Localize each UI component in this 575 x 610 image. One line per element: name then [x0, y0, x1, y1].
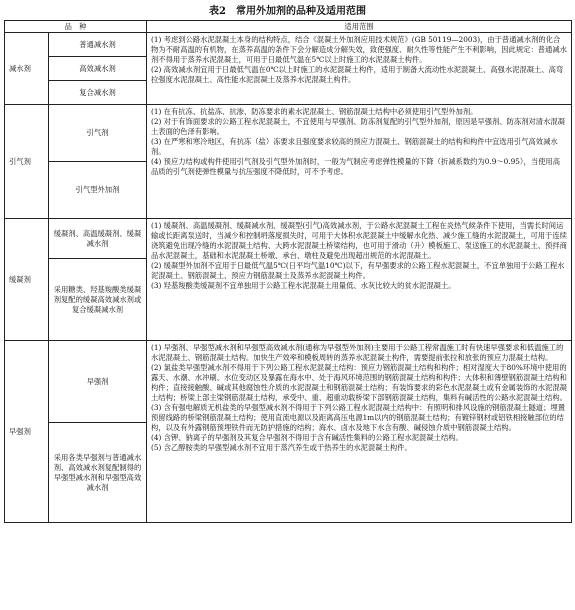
category-water-reducer: 减水剂	[5, 33, 49, 105]
scope-item: (4) 含钾、钠离子的早强剂及其复合早强剂不得用于含有碱活性集料的公路工程水泥混凝土结构。	[151, 433, 463, 442]
subtype-early-strength-agent: 早强剂	[49, 341, 147, 423]
scope-item: (3) 含有强电解质无机盐类的早强型减水剂不得用于下列公路工程水泥混凝土结构中：有照明和排风设施的钢筋混凝土隧道；埋置预留线路的桥梁钢筋混凝土结构；使用直流电源以及距离高压电源1m以内的钢筋混凝土结构；有镀锌钢材或铝铁相接触部位的结构，以及有外露钢筋预埋铁件而无防护措施的结构；海水、卤水及地下水含有酸、碱侵蚀介质中钢筋混凝土结构。	[151, 403, 565, 432]
scope-item: (5) 含乙醇胺类的早强型减水剂不宜用于蒸汽养生或干热养生的水泥混凝土构件。	[151, 443, 412, 452]
subtype-retarder: 缓凝剂、高温缓凝剂、缓凝减水剂	[49, 219, 147, 259]
scope-item: (2) 氯盐类早强型减水剂不得用于下列公路工程水泥混凝土结构：预应力钢筋混凝土结构和构件；相对湿度大于80%环境中使用的露天、水潮、水冲刷、水位变动区及暴露在海水中、处于海风环境范围的钢筋混凝土结构和构件；大体积和薄壁钢筋混凝土结构和构件；直接接触酸、碱或其他腐蚀性介质的水泥混凝土和钢筋混凝土结构；有装饰要求的彩色水泥混凝土或有金属装饰的水泥混凝土结构；桥梁上部主梁钢筋混凝土结构，承受中、重、超重动载桥梁下部钢筋混凝土结构，集料有碱活性的公路水泥混凝土结构。	[151, 363, 567, 402]
subtype-air-entraining-agent: 引气剂	[49, 105, 147, 162]
category-retarder: 缓凝剂	[5, 219, 49, 341]
scope-water-reducer	[147, 33, 572, 105]
category-air-entraining: 引气剂	[5, 105, 49, 219]
scope-early-strength	[147, 341, 572, 523]
scope-item: (2) 高效减水剂宜用于日最低气温在0℃以上时施工的水泥混凝土构件，适用于制备大流动性水泥混凝土、高强水泥混凝土、高弯拉强度水泥混凝土、高性能水泥混凝土及蒸养水泥混凝土构件。	[151, 65, 564, 84]
scope-item: (2) 缓凝型外加剂不宜用于日最低气温5℃(日平均气温10℃)以下，有早强要求的公路工程水泥混凝土，不宜单独用于公路工程水泥混凝土、钢筋混凝土、预应力钢筋混凝土及蒸养水泥混凝土构件。	[151, 261, 565, 280]
header-scope: 适用范围	[147, 21, 572, 33]
scope-retarder	[147, 219, 572, 341]
scope-air-entraining	[147, 105, 572, 219]
scope-item: (3) 在严寒和寒冷地区，有抗冻（盐）冻要求且强度要求较高的预应力混凝土、钢筋混凝土的结构和构件中宜选用引气高效减水剂。	[151, 137, 558, 156]
admixture-table	[4, 20, 572, 523]
subtype-high-range-water-reducer: 高效减水剂	[49, 57, 147, 81]
subtype-compound-water-reducer: 复合减水剂	[49, 81, 147, 105]
subtype-air-entraining-admixture: 引气型外加剂	[49, 162, 147, 219]
subtype-ordinary-water-reducer: 普通减水剂	[49, 33, 147, 57]
header-kind: 品 种	[5, 21, 147, 33]
scope-item: (1) 考虑到公路水泥混凝土本身的结构特点，结合《混凝土外加剂应用技术规范》(GB 50119—2003)，由于普通减水剂的化合物为不耐高温的有机物，在蒸养高温的条件下会分解造成分解失效，致使强度、耐久性等性能产生不利影响，因此规定：普通减水剂不得用于蒸养水泥混凝土，可用于日最低气温在5℃以上时施工的水泥混凝土构件。	[151, 35, 567, 64]
scope-item: (2) 对于有饰面要求的公路工程水泥混凝土，不宜使用与早强剂、防冻剂复配的引气型外加剂，原因是早强剂、防冻剂对清水混凝土表面的色泽有影响。	[151, 117, 565, 136]
table-title: 表2 常用外加剂的品种及适用范围	[209, 6, 366, 17]
scope-item: (4) 预应力结构或构件使用引气剂及引气型外加剂时，一般为气制应考虑弹性模量的下降（折减系数约为0.9～0.95），当使用高品质的引气剂使弹性模量与抗压强度不降低时，可不予考虑。	[151, 157, 561, 176]
scope-item: (1) 在有抗冻、抗盐冻、抗渗、防冻要求的素水泥混凝土、钢筋混凝土结构中必须使用引气型外加剂。	[151, 107, 478, 116]
scope-item: (1) 早强剂、早强型减水剂和早强型高效减水剂(通称为早强型外加剂)主要用于公路工程常温施工时有快速早强要求和低温施工的水泥混凝土、钢筋混凝土结构。加快生产效率和模板周转的蒸养水泥混凝土构件，需要提前张拉和放张的预应力混凝土结构。	[151, 343, 564, 362]
scope-item: (1) 缓凝剂、高温缓凝剂、缓凝减水剂、缓凝型(引气)高效减水剂，于公路水泥混凝土工程在炎热气候条件下使用，当需长时间运输或长距离泵送时，当减少和控制坍落度损失时，可用于大体积水泥混凝土中缓解水化热、减少施工缝的水泥混凝土，可用于连续浇筑避免出现冷缝的水泥混凝土结构、大跨水泥混凝土桥梁结构，也可用于滑动（升）模板施工、泵送施工的水泥混凝土、预拌商品水泥混凝土，基础和水泥混凝土桥墩、承台、墩柱及避免出现超出规范的水泥混凝土。	[151, 221, 567, 260]
category-early-strength: 早强剂	[5, 341, 49, 523]
subtype-retarding-compound: 采用糖类、羟基羧酸类缓凝剂复配的缓凝高效减水剂或复合缓凝减水剂	[49, 259, 147, 341]
scope-item: (3) 羟基羧酸类缓凝剂不宜单独用于公路工程水泥混凝土用量低、水灰比较大的贫水泥混凝土。	[151, 281, 456, 290]
subtype-early-strength-compound: 采用各类早强剂与普通减水剂、高效减水剂复配制得的早强型减水剂和早强型高效减水剂	[49, 423, 147, 523]
